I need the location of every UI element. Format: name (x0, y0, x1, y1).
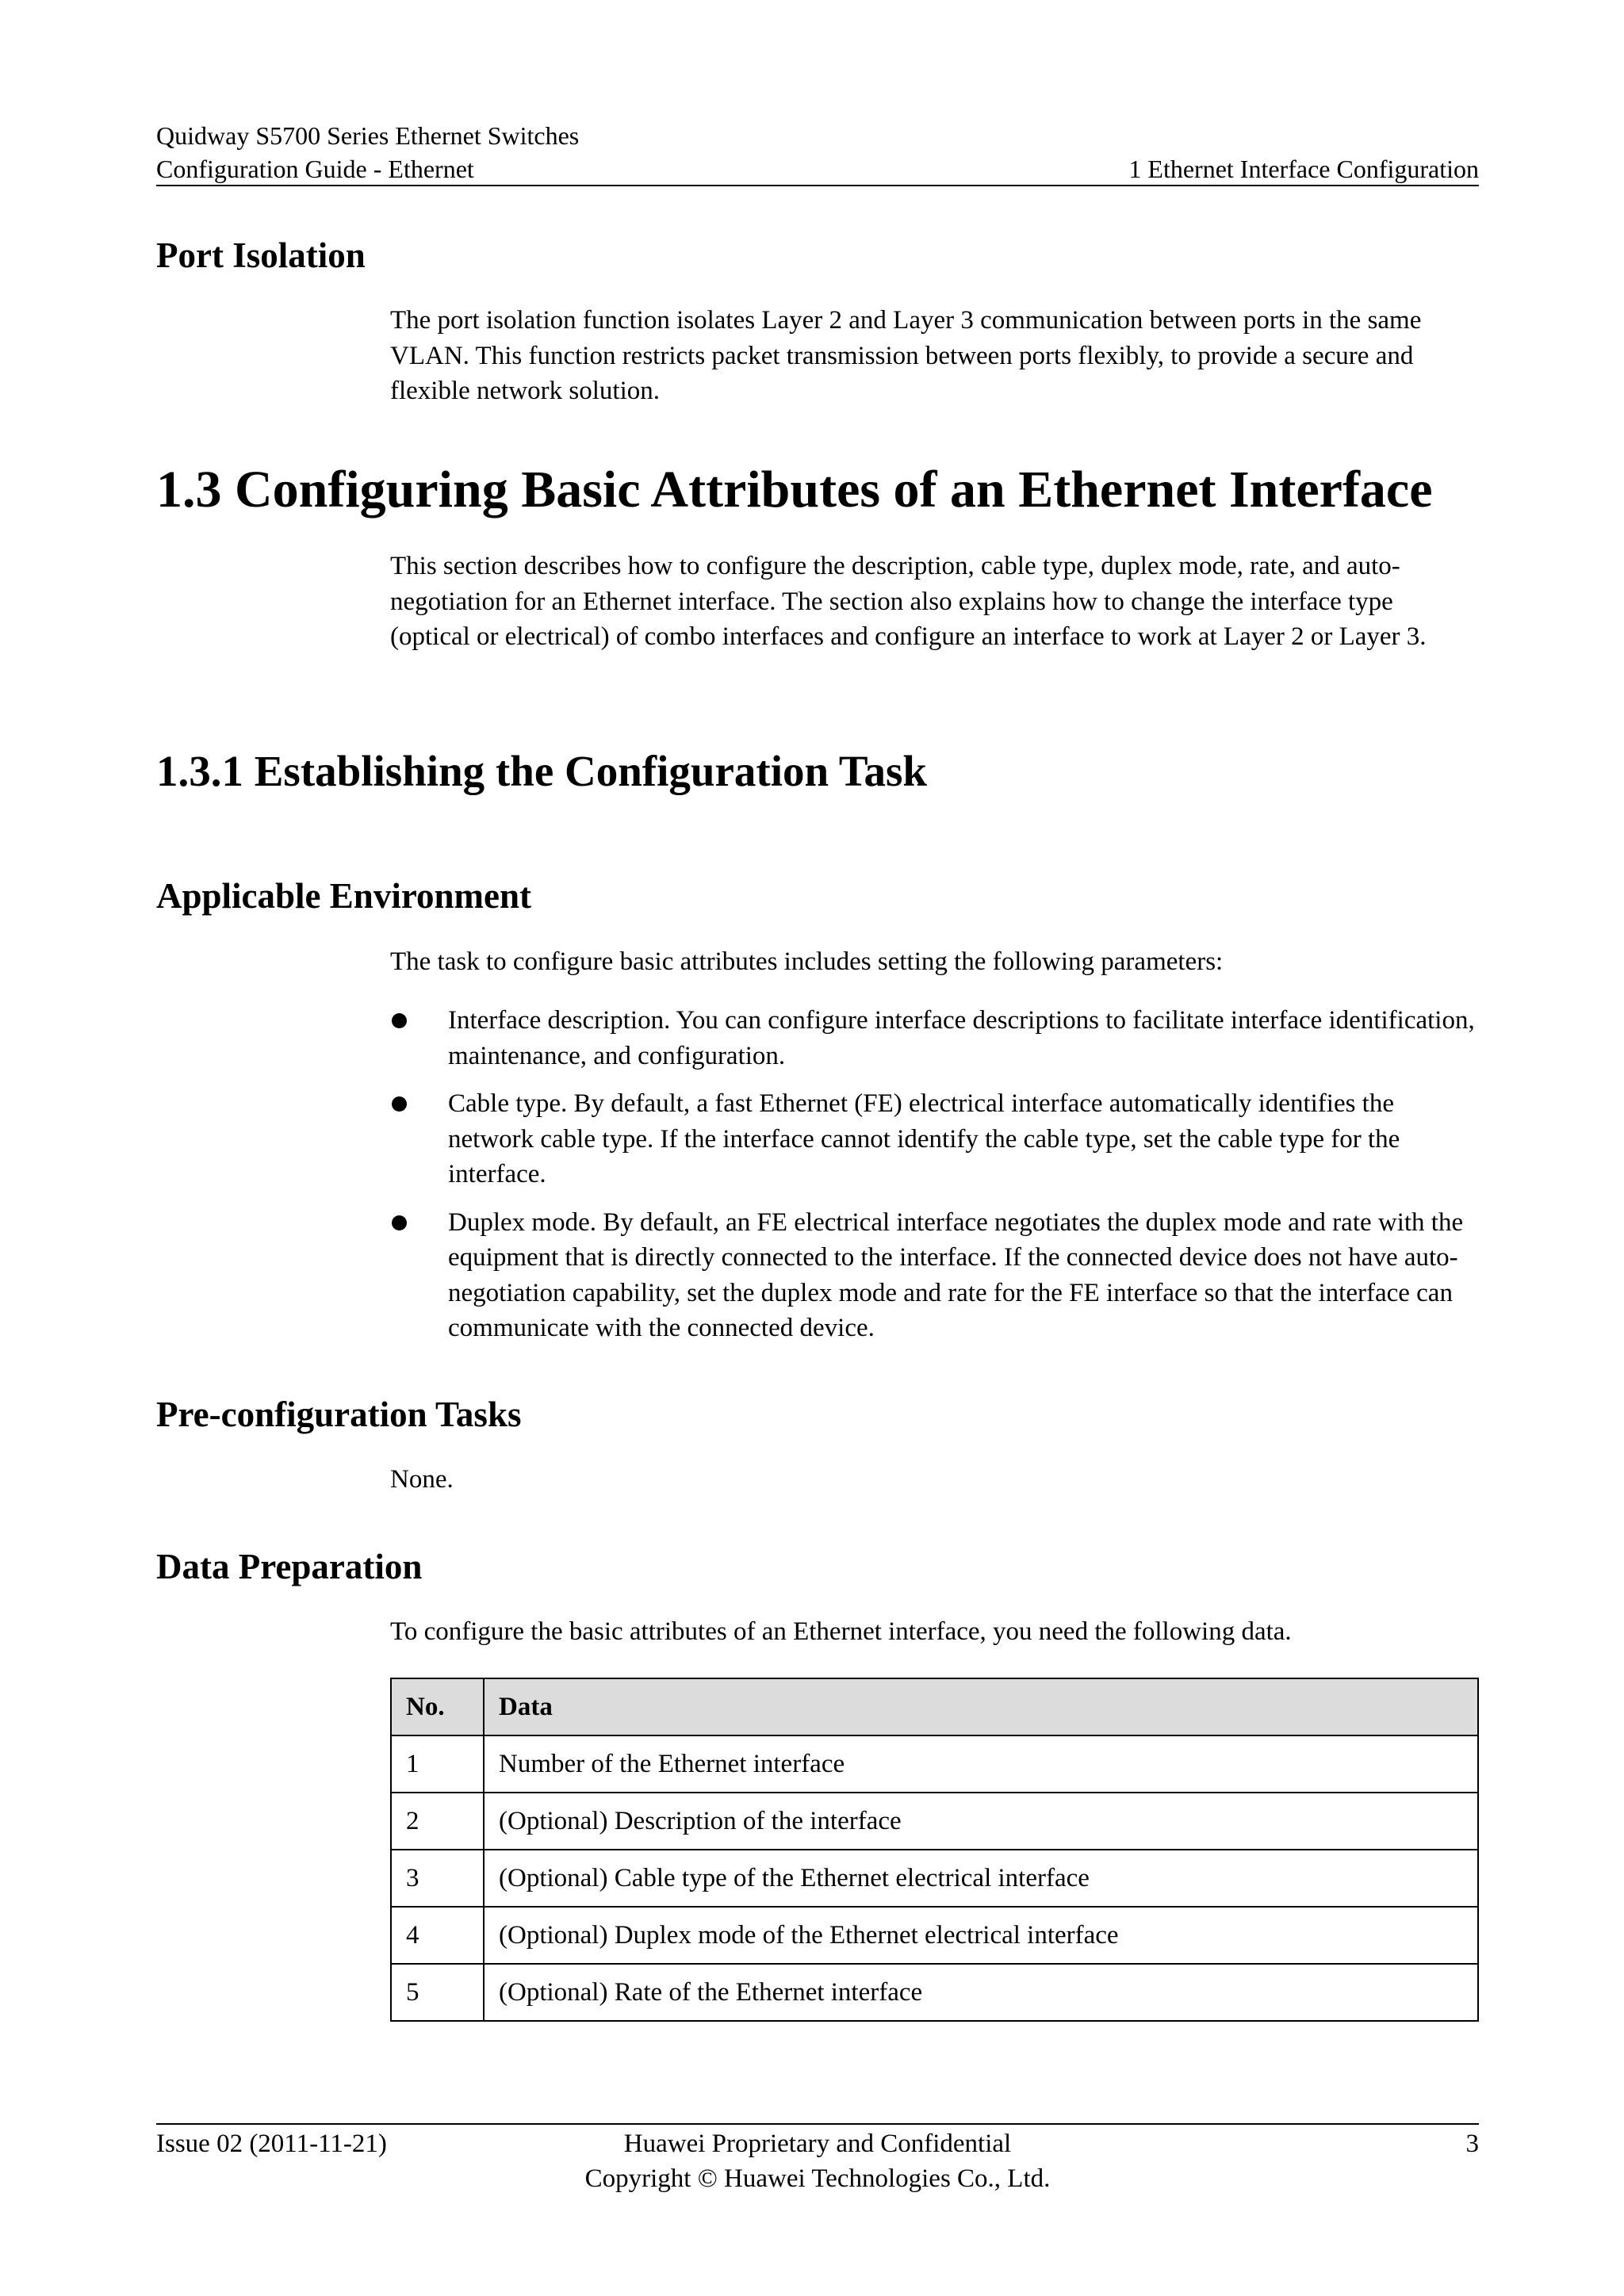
list-item-text: Cable type. By default, a fast Ethernet (FE) electrical interface automatically identifies the network cable type. If the interface cannot identify the cable type, set the cable type for the interface. (448, 1089, 1400, 1188)
table-row (391, 1964, 1478, 2021)
cell-data: (Optional) Duplex mode of the Ethernet electrical interface (484, 1907, 1478, 1964)
page-footer (156, 2126, 1479, 2196)
heading-applicable-environment: Applicable Environment (156, 876, 531, 916)
list-item (390, 1205, 1479, 1346)
data-preparation-intro: To configure the basic attributes of an Ethernet interface, you need the following data. (390, 1617, 1292, 1646)
cell-no: 4 (391, 1907, 484, 1964)
cell-no: 2 (391, 1793, 484, 1850)
table-row (391, 1907, 1478, 1964)
pre-configuration-text: None. (390, 1465, 454, 1494)
table-row (391, 1850, 1478, 1907)
list-item (390, 1003, 1479, 1073)
footer-proprietary: Huawei Proprietary and Confidential (623, 2130, 1012, 2158)
heading-pre-configuration: Pre-configuration Tasks (156, 1395, 522, 1434)
table-row (391, 1735, 1478, 1793)
page-number: 3 (1465, 2130, 1479, 2158)
table-row (391, 1793, 1478, 1850)
heading-section-1-3-1: 1.3.1 Establishing the Configuration Task (156, 747, 927, 795)
list-item-text: Interface description. You can configure interface descriptions to facilitate interface identification, maintenance, and configuration. (448, 1006, 1475, 1070)
cell-no: 5 (391, 1964, 484, 2021)
data-table (390, 1678, 1479, 2022)
parameter-list (390, 1003, 1479, 1359)
header-rule (156, 185, 1479, 186)
list-item (390, 1086, 1479, 1192)
cell-data: (Optional) Cable type of the Ethernet electrical interface (484, 1850, 1478, 1907)
header-product: Quidway S5700 Series Ethernet Switches (156, 121, 580, 150)
port-isolation-text: The port isolation function isolates Layer 2 and Layer 3 communication between ports in the same VLAN. This function restricts packet transmission between ports flexibly, to provide a secure and flexible network solution. (390, 306, 1422, 405)
header-guide: Configuration Guide - Ethernet (156, 155, 474, 183)
heading-data-preparation: Data Preparation (156, 1547, 423, 1586)
column-header-data: Data (484, 1678, 1478, 1735)
cell-no: 1 (391, 1735, 484, 1793)
column-header-no: No. (391, 1678, 484, 1735)
header-chapter: 1 Ethernet Interface Configuration (1128, 155, 1479, 183)
cell-data: (Optional) Rate of the Ethernet interface (484, 1964, 1478, 2021)
heading-section-1-3: 1.3 Configuring Basic Attributes of an Ethernet Interface (156, 461, 1433, 519)
bullet-icon (392, 1013, 407, 1028)
section-1-3-text: This section describes how to configure the description, cable type, duplex mode, rate, and auto-negotiation for an Ethernet interface. The section also explains how to change the interface type (optical or electrical) of combo interfaces and configure an interface to work at Layer 2 or Layer 3. (390, 552, 1427, 651)
cell-no: 3 (391, 1850, 484, 1907)
applicable-environment-intro: The task to configure basic attributes includes setting the following parameters: (390, 947, 1224, 976)
footer-copyright: Copyright © Huawei Technologies Co., Ltd. (584, 2164, 1051, 2193)
footer-issue: Issue 02 (2011-11-21) (156, 2130, 387, 2158)
cell-data: (Optional) Description of the interface (484, 1793, 1478, 1850)
footer-rule (156, 2123, 1479, 2125)
bullet-icon (392, 1096, 407, 1112)
page-header (156, 119, 1479, 186)
cell-data: Number of the Ethernet interface (484, 1735, 1478, 1793)
heading-port-isolation: Port Isolation (156, 235, 366, 275)
list-item-text: Duplex mode. By default, an FE electrical interface negotiates the duplex mode and rate with the equipment that is directly connected to the interface. If the connected device does not have auto-negotiation capability, set the duplex mode and rate for the FE interface so that the interface can communicate with the connected device. (448, 1207, 1464, 1342)
bullet-icon (392, 1215, 407, 1230)
table-header-row (391, 1678, 1478, 1735)
